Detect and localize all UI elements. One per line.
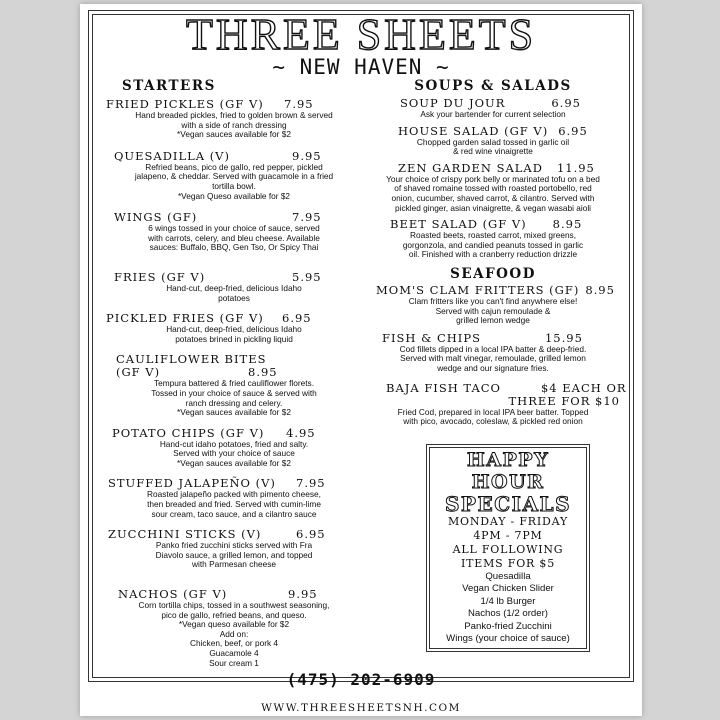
item-name: MOM'S CLAM FRITTERS (GF): [376, 282, 580, 297]
happy-hour-line1: ALL FOLLOWING: [452, 543, 564, 556]
happy-hour-item: Quesadilla: [485, 571, 531, 582]
menu-item: [362, 125, 624, 157]
happy-hour-days: MONDAY - FRIDAY: [447, 515, 569, 528]
menu-item: [98, 477, 370, 519]
menu-item: [98, 312, 370, 344]
soups-salads-heading: SOUPS & SALADS: [414, 78, 572, 94]
item-name: ZEN GARDEN SALAD: [398, 160, 543, 175]
item-price: $4 EACH OR: [540, 380, 627, 395]
item-price: 8.95: [552, 217, 583, 232]
menu-item: [98, 528, 370, 570]
happy-hour-item: 1/4 lb Burger: [480, 595, 536, 607]
item-name: NACHOS (GF V): [118, 587, 228, 602]
item-price: 15.95: [544, 330, 583, 345]
item-description: Tempura battered & fried cauliflower florets. Tossed in your choice of sauce & served with ranch dressing and celery. *Vegan sauces available for $2: [151, 378, 317, 418]
item-description: Hand-cut idaho potatoes, fried and salty. Served with your choice of sauce *Vegan sauces available for $2: [159, 438, 309, 468]
happy-hour-item: Nachos (1/2 order): [468, 608, 548, 620]
item-description: Hand breaded pickles, fried to golden brown & served with a side of ranch dressing *Vegan sauces available for $2: [135, 110, 333, 140]
item-name: FRIED PICKLES (GF V): [106, 97, 264, 111]
item-description: Cod fillets dipped in a local IPA batter & deep-fried. Served with malt vinegar, remoulade, grilled lemon wedge and our signature fries.: [399, 343, 587, 373]
item-description: Refried beans, pico de gallo, red pepper, pickled jalapeno, & cheddar. Served with guacamole in a fried tortilla bowl. *Vegan Queso available for $2: [134, 161, 334, 201]
item-name: QUESADILLA (V): [114, 148, 230, 163]
happy-hour-item: Vegan Chicken Slider: [462, 583, 554, 595]
item-description: Clam fritters like you can't find anywhere else! Served with cajun remoulade & grilled lemon wedge: [408, 295, 578, 326]
item-price-alt: THREE FOR $10: [508, 393, 620, 408]
item-name: FRIES (GF V): [114, 269, 206, 284]
starters-heading: STARTERS: [122, 78, 216, 94]
happy-hour-line2: ITEMS FOR $5: [460, 557, 556, 570]
item-name: POTATO CHIPS (GF V): [112, 425, 265, 440]
menu-item: [98, 211, 370, 253]
item-description: Hand-cut, deep-fried, delicious Idaho potatoes: [166, 282, 302, 303]
item-description: Panko fried zucchini sticks served with Fra Diavolo sauce, a grilled lemon, and topped with Parmesan cheese: [155, 540, 313, 570]
restaurant-title: THREE SHEETS: [185, 10, 537, 59]
item-price: 6.95: [551, 96, 581, 110]
location-subtitle: ~ NEW HAVEN ~: [272, 55, 450, 79]
item-name: CAULIFLOWER BITES: [116, 352, 267, 367]
item-price: 6.95: [558, 123, 588, 138]
menu-item: [362, 162, 624, 213]
item-description: Corn tortilla chips, tossed in a southwest seasoning, pico de gallo, refried beans, and queso. *Vegan queso available for $2 Add on:: [138, 600, 330, 639]
specials-title: SPECIALS: [444, 492, 572, 516]
item-price: 7.95: [284, 97, 314, 111]
item-price: 4.95: [286, 425, 316, 440]
item-description: Fried Cod, prepared in local IPA beer batter. Topped with pico, avocado, coleslaw, & pickled red onion: [397, 406, 589, 427]
soups-salads-column: [362, 78, 627, 436]
starters-column: [98, 78, 370, 677]
item-price: 11.95: [556, 160, 595, 175]
item-name-suffix: (GF V): [116, 365, 161, 380]
item-price: 6.95: [296, 527, 326, 542]
item-description: Chopped garden salad tossed in garlic oil & red wine vinaigrette: [416, 136, 570, 157]
happy-hour-item: Wings (your choice of sauce): [446, 633, 570, 645]
item-name: STUFFED JALAPEÑO (V): [108, 476, 276, 491]
happy-hour-item: Panko-fried Zucchini: [464, 620, 552, 632]
menu-item: [362, 218, 624, 260]
item-description: Hand-cut, deep-fried, delicious Idaho potatoes brined in pickling liquid: [166, 324, 302, 344]
seafood-heading: SEAFOOD: [450, 265, 536, 282]
menu-item: [98, 427, 370, 469]
item-price: 9.95: [292, 148, 322, 163]
item-name: ZUCCHINI STICKS (V): [108, 527, 262, 542]
menu-item: [98, 98, 370, 140]
menu-item: [362, 332, 624, 374]
item-name: HOUSE SALAD (GF V): [398, 123, 549, 138]
happy-hour-title: HAPPY HOUR: [466, 449, 550, 493]
menu-item: [362, 284, 624, 326]
item-description: Roasted jalapeño packed with pimento cheese, then breaded and fried. Served with cumin-lime sour cream, taco sauce, and a cilantro sauce: [147, 489, 321, 519]
menu-item: [98, 588, 370, 668]
item-name: BAJA FISH TACO: [386, 380, 501, 395]
item-name: PICKLED FRIES (GF V): [106, 311, 264, 326]
item-name: FISH & CHIPS: [382, 330, 481, 345]
menu-item: [98, 353, 370, 417]
item-name: WINGS (GF): [114, 210, 198, 225]
item-description: Your choice of crispy pork belly or marinated tofu on a bed of shaved romaine tossed with roasted portobello, red onion, cucumber, shaved carrot, & cilantro. Served with pickled ginger, asian vinaigrette, & vegan wasabi aioli: [386, 173, 600, 213]
item-name: SOUP DU JOUR: [400, 96, 506, 110]
item-price: 5.95: [292, 269, 322, 284]
happy-hour-box: [426, 444, 590, 652]
menu-page: [80, 4, 642, 716]
item-price: 8.95: [585, 282, 615, 297]
item-price: 7.95: [292, 210, 322, 225]
menu-item: [362, 380, 627, 427]
menu-item: [98, 271, 370, 303]
happy-hour-hours: 4PM - 7PM: [473, 529, 543, 542]
item-price: 7.95: [296, 476, 326, 491]
item-price: 6.95: [282, 311, 312, 326]
menu-item: [98, 150, 370, 201]
item-name: BEET SALAD (GF V): [390, 217, 527, 232]
phone-number[interactable]: (475) 202-6909: [286, 670, 436, 689]
addon-list: Chicken, beef, or pork 4 Guacamole 4 Sour cream 1: [189, 638, 279, 668]
item-description: Roasted beets, roasted carrot, mixed greens, gorgonzola, and candied peanuts tossed in garlic oil. Finished with a cranberry reduction drizzle: [402, 230, 584, 260]
item-price: 9.95: [288, 587, 318, 602]
item-description: Ask your bartender for current selection: [420, 109, 566, 119]
website-link[interactable]: WWW.THREESHEETSNH.COM: [261, 702, 461, 714]
menu-item: [362, 97, 624, 120]
item-description: 6 wings tossed in your choice of sauce, served with carrots, celery, and bleu cheese. Available sauces: Buffalo, BBQ, Gen Tso, Or Spicy Thai: [148, 223, 320, 253]
item-price: 8.95: [248, 365, 278, 380]
